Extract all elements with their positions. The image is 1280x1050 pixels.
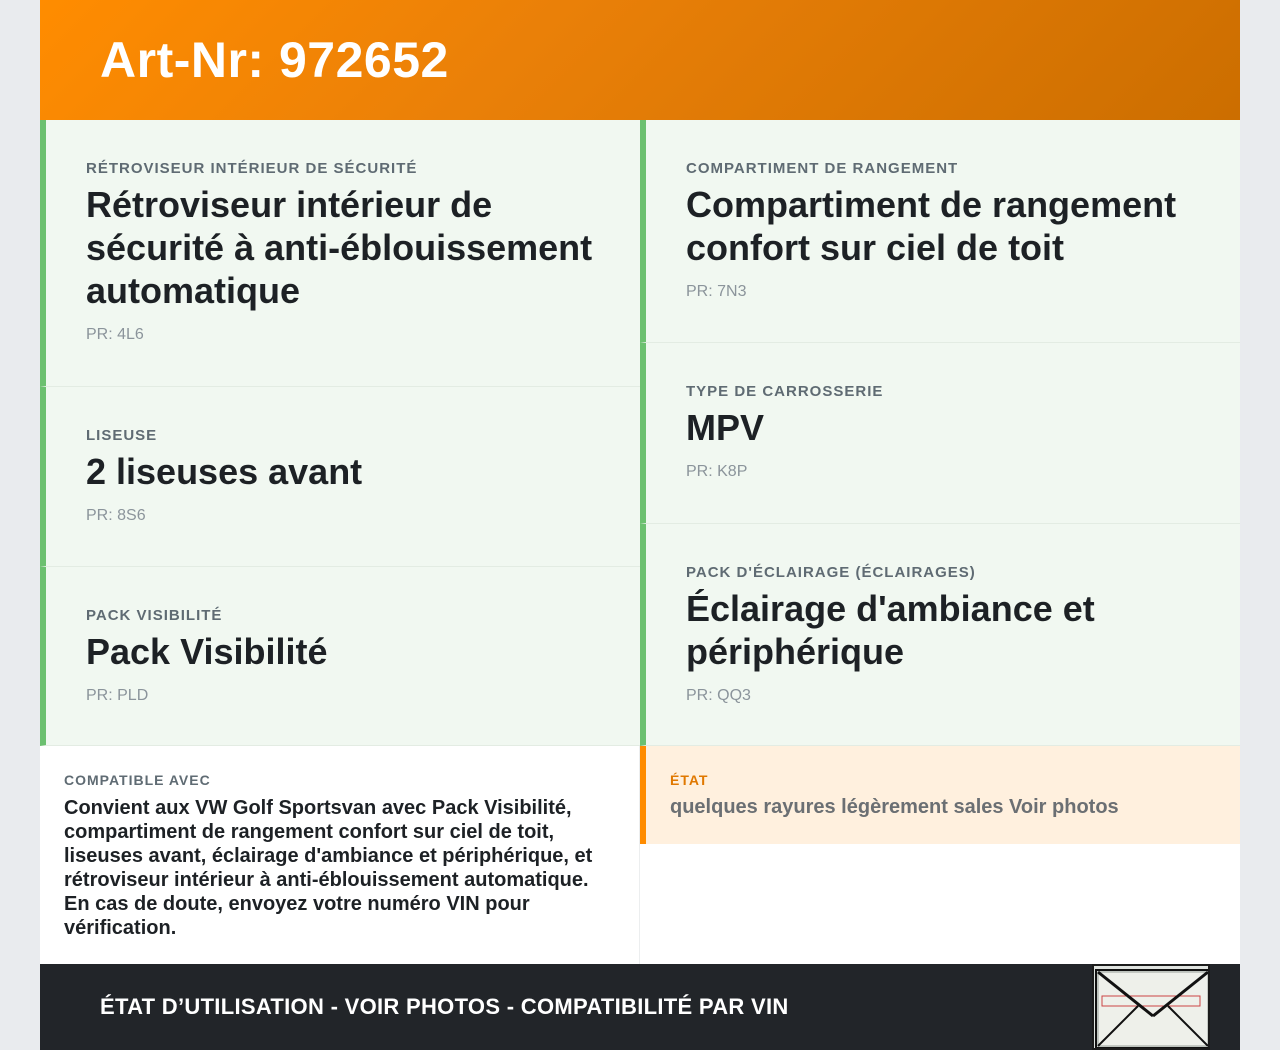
features-grid	[40, 120, 1240, 746]
condition-section	[640, 746, 1240, 844]
product-photo-thumbnail[interactable]	[1092, 964, 1210, 1050]
feature-card	[40, 387, 640, 567]
feature-pr-code: PR: 7N3	[686, 283, 747, 300]
feature-card	[640, 524, 1240, 746]
feature-category: LISEUSE	[86, 427, 158, 444]
feature-name: Éclairage d'ambiance et périphérique	[686, 588, 1095, 672]
feature-pr-code: PR: K8P	[686, 463, 748, 480]
compatibility-text: Convient aux VW Golf Sportsvan avec Pack Visibilité, compartiment de rangement confort sur ciel de toit, liseuses avant, éclairage d'ambiance et périphérique, et rétroviseur intérieur à anti-éblouissement automatique. En cas de doute, envoyez votre numéro VIN pour vérification.	[64, 797, 593, 939]
features-column-right	[640, 120, 1240, 746]
product-card	[40, 0, 1240, 1050]
feature-category: RÉTROVISEUR INTÉRIEUR DE SÉCURITÉ	[86, 160, 418, 177]
feature-name: Pack Visibilité	[86, 631, 328, 672]
feature-pr-code: PR: QQ3	[686, 687, 751, 704]
features-column-left	[40, 120, 640, 746]
compatibility-label: COMPATIBLE AVEC	[64, 772, 211, 788]
footer-text: ÉTAT D’UTILISATION - VOIR PHOTOS - COMPATIBILITÉ PAR VIN	[100, 994, 789, 1019]
envelope-photo-icon	[1094, 966, 1210, 1050]
feature-card	[640, 343, 1240, 524]
feature-category: PACK D'ÉCLAIRAGE (ÉCLAIRAGES)	[686, 564, 976, 581]
feature-card	[40, 120, 640, 387]
feature-category: COMPARTIMENT DE RANGEMENT	[686, 160, 959, 177]
feature-pr-code: PR: 4L6	[86, 326, 144, 343]
feature-pr-code: PR: 8S6	[86, 507, 146, 524]
page-header	[40, 0, 1240, 120]
feature-name: Compartiment de rangement confort sur ciel de toit	[686, 184, 1177, 268]
feature-name: MPV	[686, 407, 765, 448]
footer-banner	[40, 964, 1240, 1050]
feature-category: TYPE DE CARROSSERIE	[686, 383, 884, 400]
feature-name: Rétroviseur intérieur de sécurité à anti-éblouissement automatique	[86, 184, 593, 311]
condition-text: quelques rayures légèrement sales Voir photos	[670, 796, 1119, 818]
feature-category: PACK VISIBILITÉ	[86, 607, 223, 624]
feature-name: 2 liseuses avant	[86, 451, 363, 492]
compatibility-section	[40, 746, 640, 964]
feature-pr-code: PR: PLD	[86, 687, 149, 704]
feature-card	[640, 120, 1240, 343]
article-number-title: Art-Nr: 972652	[100, 32, 449, 88]
condition-label: ÉTAT	[670, 772, 709, 788]
feature-card	[40, 567, 640, 746]
